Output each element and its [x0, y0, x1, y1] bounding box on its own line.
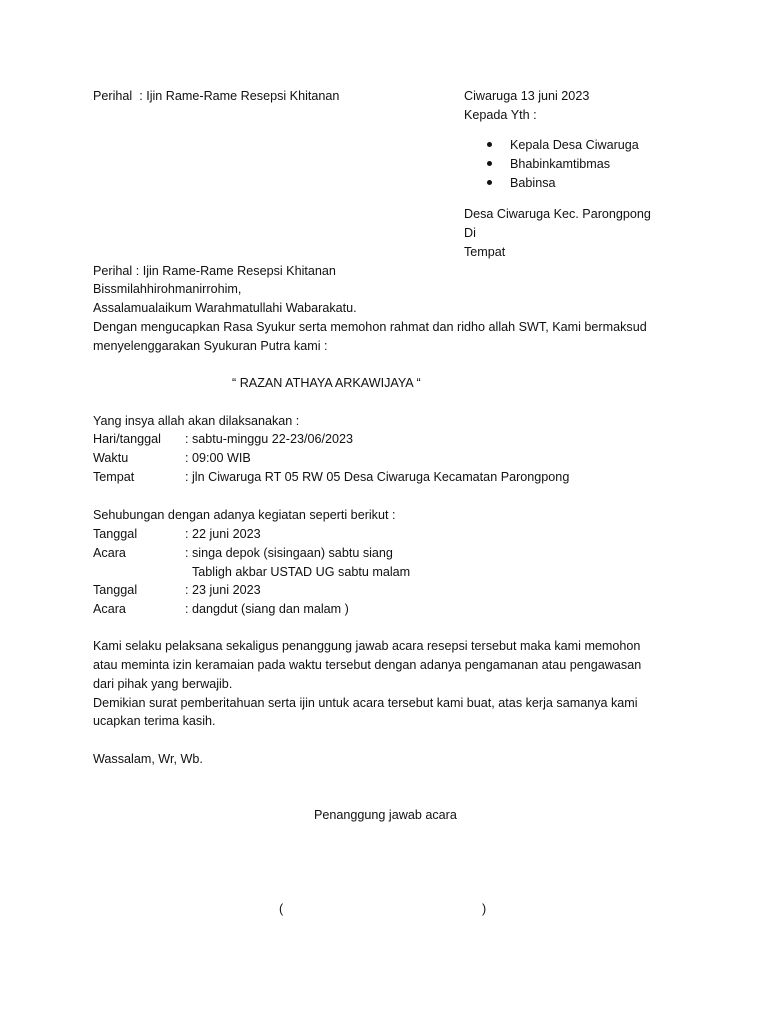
- recipient-item: Babinsa: [510, 176, 556, 190]
- subject-value: : Ijin Rame-Rame Resepsi Khitanan: [139, 89, 340, 103]
- signature-open-paren: (: [279, 902, 284, 916]
- subject-label: Perihal: [93, 89, 133, 103]
- intro-line-1: Dengan mengucapkan Rasa Syukur serta memohon rahmat dan ridho allah SWT, Kami bermaksud: [93, 320, 647, 334]
- recipient-item: Bhabinkamtibmas: [510, 157, 611, 171]
- activity-label: Acara: [93, 602, 126, 616]
- subject-line-header: [93, 87, 339, 105]
- opening-greeting: Assalamualaikum Warahmatullahi Wabarakatu.: [93, 301, 357, 315]
- activity-value: : dangdut (siang dan malam ): [185, 602, 349, 616]
- address-line-2: Di: [464, 226, 476, 240]
- intro-line-2: menyelenggarakan Syukuran Putra kami :: [93, 339, 328, 353]
- activity-label: Acara: [93, 546, 126, 560]
- recipient-heading: Kepada Yth :: [464, 108, 537, 122]
- address-line-1: Desa Ciwaruga Kec. Parongpong: [464, 207, 651, 221]
- closing-salam: Wassalam, Wr, Wb.: [93, 752, 203, 766]
- subject-line: Perihal : Ijin Rame-Rame Resepsi Khitanan: [93, 264, 336, 278]
- bullet-icon: [487, 142, 492, 147]
- schedule-label: Hari/tanggal: [93, 432, 161, 446]
- schedule-label: Tempat: [93, 470, 135, 484]
- closing-line-1: Kami selaku pelaksana sekaligus penanggung jawab acara resepsi tersebut maka kami memohon: [93, 639, 641, 653]
- recipient-item: Kepala Desa Ciwaruga: [510, 138, 639, 152]
- schedule-intro: Yang insya allah akan dilaksanakan :: [93, 414, 300, 428]
- signature-close-paren: ): [482, 902, 487, 916]
- activity-value: : singa depok (sisingaan) sabtu siang: [185, 546, 393, 560]
- signature-title: Penanggung jawab acara: [314, 808, 457, 822]
- closing-line-5: ucapkan terima kasih.: [93, 714, 216, 728]
- opening-basmalah: Bissmilahhirohmanirrohim,: [93, 282, 242, 296]
- activity-label: Tanggal: [93, 583, 138, 597]
- closing-line-4: Demikian surat pemberitahuan serta ijin untuk acara tersebut kami buat, atas kerja samanya kami: [93, 696, 638, 710]
- schedule-value: : 09:00 WIB: [185, 451, 251, 465]
- activity-label: Tanggal: [93, 527, 138, 541]
- activity-value-continued: Tabligh akbar USTAD UG sabtu malam: [192, 565, 411, 579]
- activities-intro: Sehubungan dengan adanya kegiatan seperti berikut :: [93, 508, 396, 522]
- bullet-icon: [487, 161, 492, 166]
- closing-line-2: atau meminta izin keramaian pada waktu tersebut dengan adanya pengamanan atau pengawasan: [93, 658, 642, 672]
- child-name: “ RAZAN ATHAYA ARKAWIJAYA “: [232, 376, 421, 390]
- schedule-value: : jln Ciwaruga RT 05 RW 05 Desa Ciwaruga Kecamatan Parongpong: [185, 470, 570, 484]
- schedule-label: Waktu: [93, 451, 129, 465]
- address-line-3: Tempat: [464, 245, 506, 259]
- bullet-icon: [487, 180, 492, 185]
- activity-value: : 22 juni 2023: [185, 527, 261, 541]
- place-date: Ciwaruga 13 juni 2023: [464, 89, 590, 103]
- activity-value: : 23 juni 2023: [185, 583, 261, 597]
- schedule-value: : sabtu-minggu 22-23/06/2023: [185, 432, 354, 446]
- closing-line-3: dari pihak yang berwajib.: [93, 677, 233, 691]
